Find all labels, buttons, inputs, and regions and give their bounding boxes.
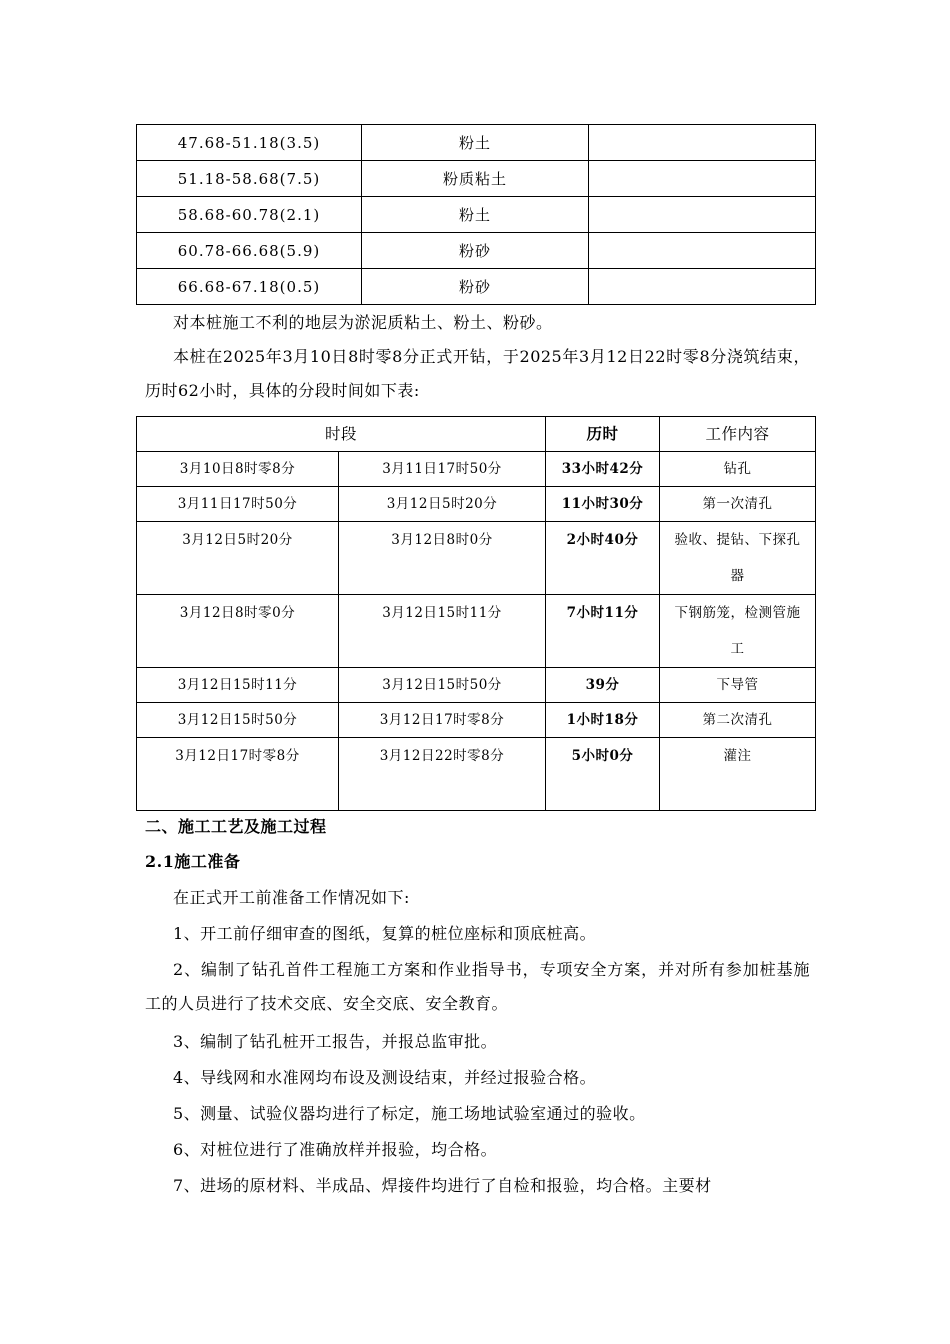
note-cell	[589, 197, 816, 233]
unfavorable-strata-paragraph: 对本桩施工不利的地层为淤泥质粘土、粉土、粉砂。	[173, 313, 553, 332]
start-time-cell: 3月12日8时零0分	[137, 595, 339, 668]
duration-cell: 39分	[546, 668, 660, 703]
depth-cell: 60.78-66.68(5.9)	[137, 233, 362, 269]
work-cell: 第一次清孔	[660, 487, 816, 522]
work-cell: 下钢筋笼，检测管施工	[660, 595, 816, 668]
table-row	[137, 595, 816, 668]
work-cell: 灌注	[660, 738, 816, 811]
start-time-cell: 3月11日17时50分	[137, 487, 339, 522]
depth-cell: 58.68-60.78(2.1)	[137, 197, 362, 233]
list-item: 3、编制了钻孔桩开工报告，并报总监审批。	[173, 1032, 498, 1051]
subsection-heading: 2.1施工准备	[145, 852, 241, 871]
duration-cell: 5小时0分	[546, 738, 660, 811]
duration-cell: 7小时11分	[546, 595, 660, 668]
table-row	[137, 269, 816, 305]
table-row	[137, 522, 816, 595]
work-cell: 钻孔	[660, 452, 816, 487]
depth-cell: 47.68-51.18(3.5)	[137, 125, 362, 161]
start-time-cell: 3月12日15时50分	[137, 703, 339, 738]
duration-cell: 33小时42分	[546, 452, 660, 487]
table-row	[137, 197, 816, 233]
header-duration: 历时	[546, 417, 660, 452]
table-row	[137, 452, 816, 487]
start-time-cell: 3月10日8时零8分	[137, 452, 339, 487]
start-time-cell: 3月12日17时零8分	[137, 738, 339, 811]
list-item: 4、导线网和水准网均布设及测设结束，并经过报验合格。	[173, 1068, 597, 1087]
table-header-row	[137, 417, 816, 452]
note-cell	[589, 233, 816, 269]
table-row	[137, 125, 816, 161]
soil-cell: 粉砂	[362, 269, 589, 305]
list-item: 1、开工前仔细审查的图纸，复算的桩位座标和顶底桩高。	[173, 924, 597, 943]
duration-cell: 1小时18分	[546, 703, 660, 738]
soil-cell: 粉土	[362, 125, 589, 161]
table-row	[137, 233, 816, 269]
end-time-cell: 3月12日8时0分	[339, 522, 546, 595]
end-time-cell: 3月12日17时零8分	[339, 703, 546, 738]
work-cell: 验收、提钻、下探孔器	[660, 522, 816, 595]
start-time-cell: 3月12日15时11分	[137, 668, 339, 703]
section-heading: 二、施工工艺及施工过程	[145, 817, 327, 836]
note-cell	[589, 269, 816, 305]
work-cell: 下导管	[660, 668, 816, 703]
duration-cell: 2小时40分	[546, 522, 660, 595]
list-item: 6、对桩位进行了准确放样并报验，均合格。	[173, 1140, 498, 1159]
list-item: 5、测量、试验仪器均进行了标定，施工场地试验室通过的验收。	[173, 1104, 646, 1123]
soil-cell: 粉质粘土	[362, 161, 589, 197]
note-cell	[589, 125, 816, 161]
table-row	[137, 161, 816, 197]
depth-cell: 66.68-67.18(0.5)	[137, 269, 362, 305]
depth-cell: 51.18-58.68(7.5)	[137, 161, 362, 197]
duration-cell: 11小时30分	[546, 487, 660, 522]
note-cell	[589, 161, 816, 197]
table-row	[137, 703, 816, 738]
intro-paragraph: 在正式开工前准备工作情况如下:	[173, 888, 410, 907]
end-time-cell: 3月12日5时20分	[339, 487, 546, 522]
end-time-cell: 3月11日17时50分	[339, 452, 546, 487]
header-work: 工作内容	[660, 417, 816, 452]
list-item: 2、编制了钻孔首件工程施工方案和作业指导书，专项安全方案，并对所有参加桩基施工的人员进行了技术交底、安全交底、安全教育。	[145, 960, 810, 1013]
table-row	[137, 668, 816, 703]
end-time-cell: 3月12日22时零8分	[339, 738, 546, 811]
end-time-cell: 3月12日15时11分	[339, 595, 546, 668]
drilling-time-paragraph: 本桩在2025年3月10日8时零8分正式开钻，于2025年3月12日22时零8分浇筑结束，历时62小时，具体的分段时间如下表:	[145, 347, 810, 400]
soil-cell: 粉砂	[362, 233, 589, 269]
strata-table	[136, 124, 816, 305]
work-cell: 第二次清孔	[660, 703, 816, 738]
start-time-cell: 3月12日5时20分	[137, 522, 339, 595]
schedule-table	[136, 416, 816, 811]
soil-cell: 粉土	[362, 197, 589, 233]
table-row	[137, 487, 816, 522]
header-period: 时段	[137, 417, 546, 452]
list-item: 7、进场的原材料、半成品、焊接件均进行了自检和报验，均合格。主要材	[173, 1176, 712, 1195]
table-row	[137, 738, 816, 811]
end-time-cell: 3月12日15时50分	[339, 668, 546, 703]
